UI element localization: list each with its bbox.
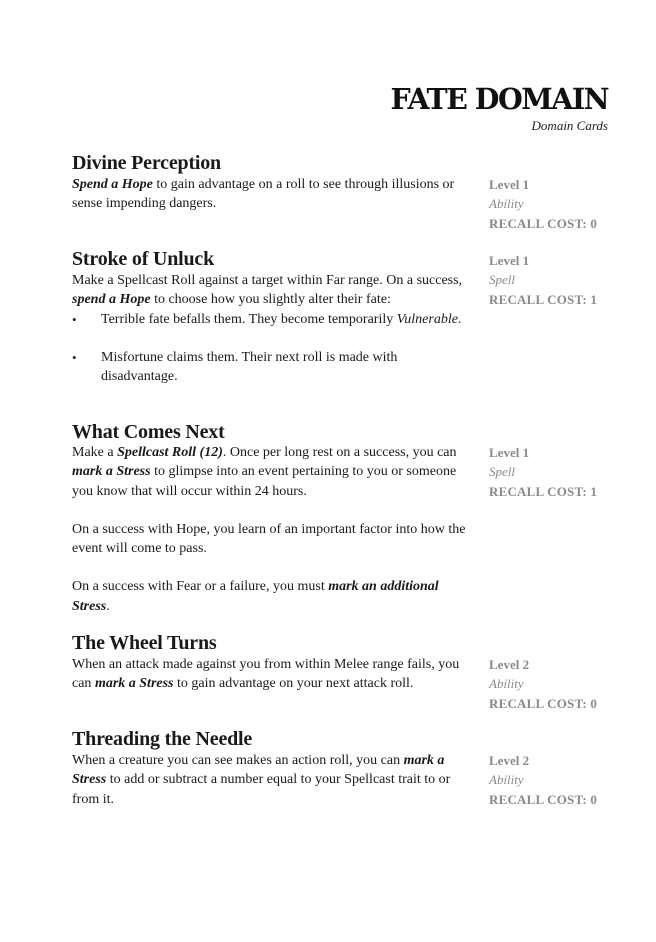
body-text: . <box>457 311 462 327</box>
body-text: to add or subtract a number equal to your Spellcast trait to or from it. <box>72 772 451 807</box>
domain-card <box>72 728 612 807</box>
emphasis-text: mark a Stress <box>94 676 174 692</box>
card-meta <box>489 751 619 809</box>
card-recall-cost: RECALL COST: 1 <box>489 483 598 499</box>
card-level: Level 2 <box>489 753 530 768</box>
card-title: What Comes Next <box>72 421 225 443</box>
card-meta <box>489 175 619 233</box>
card-paragraph <box>72 655 472 694</box>
emphasis-text: spend a Hope <box>72 292 151 308</box>
card-description <box>72 443 472 616</box>
emphasis-text: mark an additional Stress <box>72 579 439 614</box>
body-text: Make a Spellcast Roll against a target within Far range. On a success, <box>72 273 463 288</box>
italic-term: Vulnerable <box>396 311 458 327</box>
document-subtitle: Domain Cards <box>531 118 608 133</box>
body-text: to gain advantage on a roll to see through illusions or sense impending dangers. <box>72 177 455 212</box>
body-text: . <box>106 598 110 614</box>
card-meta <box>489 443 619 501</box>
card-description <box>72 751 472 809</box>
emphasis-text: mark a Stress <box>72 464 151 480</box>
card-title: The Wheel Turns <box>72 632 217 654</box>
domain-card <box>72 421 612 614</box>
card-recall-cost: RECALL COST: 0 <box>489 695 598 711</box>
body-text: Make a <box>72 445 118 460</box>
card-description <box>72 655 472 694</box>
domain-card <box>72 632 612 711</box>
body-text: to glimpse into an event pertaining to you or someone you know that will occur within 24 hours. <box>72 464 457 499</box>
card-recall-cost: RECALL COST: 1 <box>489 291 598 307</box>
card-type: Ability <box>489 196 524 212</box>
card-title: Divine Perception <box>72 152 221 174</box>
card-type: Spell <box>489 464 515 480</box>
card-meta <box>489 251 619 309</box>
body-text: to gain advantage on your next attack roll. <box>173 676 414 692</box>
body-text: When a creature you can see makes an action roll, you can <box>72 753 404 768</box>
card-description <box>72 271 472 386</box>
card-level: Level 1 <box>489 253 530 268</box>
body-text: to choose how you slightly alter their fate: <box>150 292 391 308</box>
effect-list <box>72 310 472 387</box>
card-paragraph <box>72 577 472 616</box>
card-paragraph <box>72 271 472 310</box>
card-paragraph <box>72 443 472 501</box>
emphasis-text: mark a Stress <box>72 753 445 788</box>
card-type: Ability <box>489 772 524 788</box>
body-text: When an attack made against you from within Melee range fails, you can <box>72 657 460 692</box>
card-recall-cost: RECALL COST: 0 <box>489 215 598 231</box>
emphasis-text: Spellcast Roll (12) <box>117 445 223 460</box>
emphasis-text: Spend a Hope <box>72 177 153 192</box>
card-level: Level 2 <box>489 657 530 672</box>
card-description <box>72 175 472 214</box>
body-text: Terrible fate befalls them. They become temporarily <box>101 311 397 327</box>
card-level: Level 1 <box>489 177 530 192</box>
document-title: FATE DOMAIN <box>390 82 608 116</box>
card-meta <box>489 655 619 713</box>
body-text: . Once per long rest on a success, you can <box>222 445 457 460</box>
card-type: Spell <box>489 272 515 288</box>
list-item <box>72 348 472 387</box>
card-paragraph: On a success with Hope, you learn of an important factor into how the event will come to pass. <box>72 521 466 557</box>
body-text: On a success with Fear or a failure, you must <box>72 579 329 595</box>
card-paragraph <box>72 175 472 214</box>
body-text: Misfortune claims them. Their next roll is made with disadvantage. <box>101 349 398 385</box>
card-title: Threading the Needle <box>72 728 253 750</box>
card-type: Ability <box>489 676 524 692</box>
card-title: Stroke of Unluck <box>72 248 215 270</box>
domain-card <box>72 152 612 231</box>
card-recall-cost: RECALL COST: 0 <box>489 791 598 807</box>
list-item <box>72 310 472 329</box>
card-level: Level 1 <box>489 445 530 460</box>
domain-card <box>72 248 612 385</box>
card-paragraph <box>72 751 472 809</box>
